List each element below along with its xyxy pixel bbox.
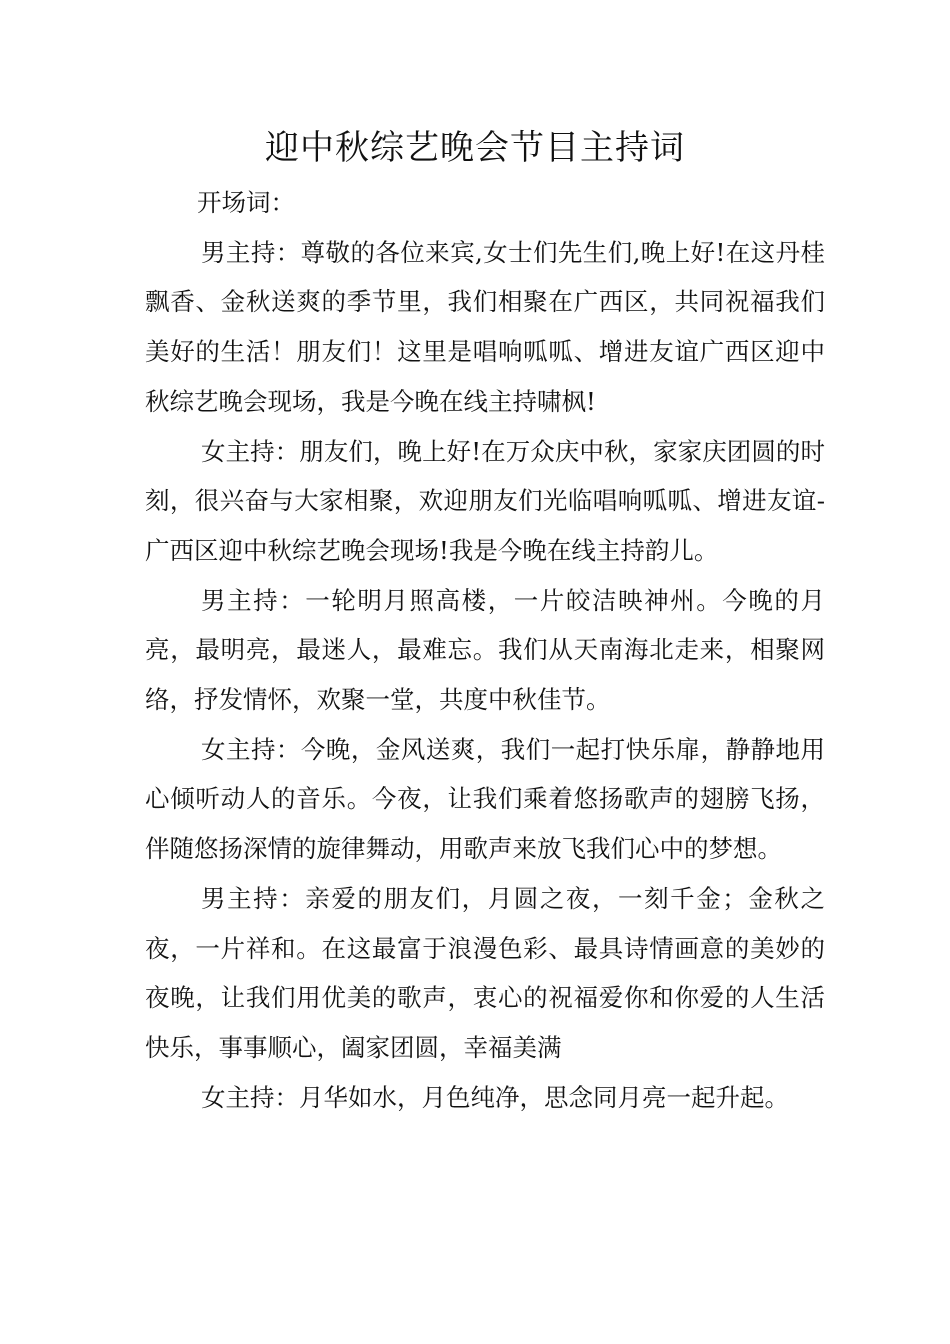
paragraph-6: 女主持：月华如水，月色纯净，思念同月亮一起升起。 <box>201 1082 789 1112</box>
paragraph-4: 女主持：今晚，金风送爽，我们一起打快乐扉，静静地用心倾听动人的音乐。今夜，让我们乘着悠扬歌声的翅膀飞扬，伴随悠扬深情的旋律舞动，用歌声来放飞我们心中的梦想。 <box>145 734 825 864</box>
paragraph-2: 女主持：朋友们，晚上好!在万众庆中秋，家家庆团圆的时刻，很兴奋与大家相聚，欢迎朋友们光临唱响呱呱、增进友谊-广西区迎中秋综艺晚会现场!我是今晚在线主持韵儿。 <box>145 436 825 565</box>
document-title: 迎中秋综艺晚会节目主持词 <box>265 128 685 168</box>
paragraph-1: 男主持：尊敬的各位来宾,女士们先生们,晚上好!在这丹桂飘香、金秋送爽的季节里，我们相聚在广西区，共同祝福我们美好的生活！朋友们！这里是唱响呱呱、增进友谊广西区迎中秋综艺晚会现场，我是今晚在线主持啸枫! <box>145 237 825 416</box>
paragraph-3: 男主持：一轮明月照高楼，一片皎洁映神州。今晚的月亮，最明亮，最迷人，最难忘。我们从天南海北走来，相聚网络，抒发情怀，欢聚一堂，共度中秋佳节。 <box>145 585 825 715</box>
document-body <box>145 178 825 1122</box>
section-label: 开场词： <box>197 188 295 217</box>
paragraph-5: 男主持：亲爱的朋友们，月圆之夜，一刻千金；金秋之夜，一片祥和。在这最富于浪漫色彩、最具诗情画意的美妙的夜晚，让我们用优美的歌声，衷心的祝福爱你和你爱的人生活快乐，事事顺心，阖家团圆，幸福美满 <box>145 883 825 1062</box>
